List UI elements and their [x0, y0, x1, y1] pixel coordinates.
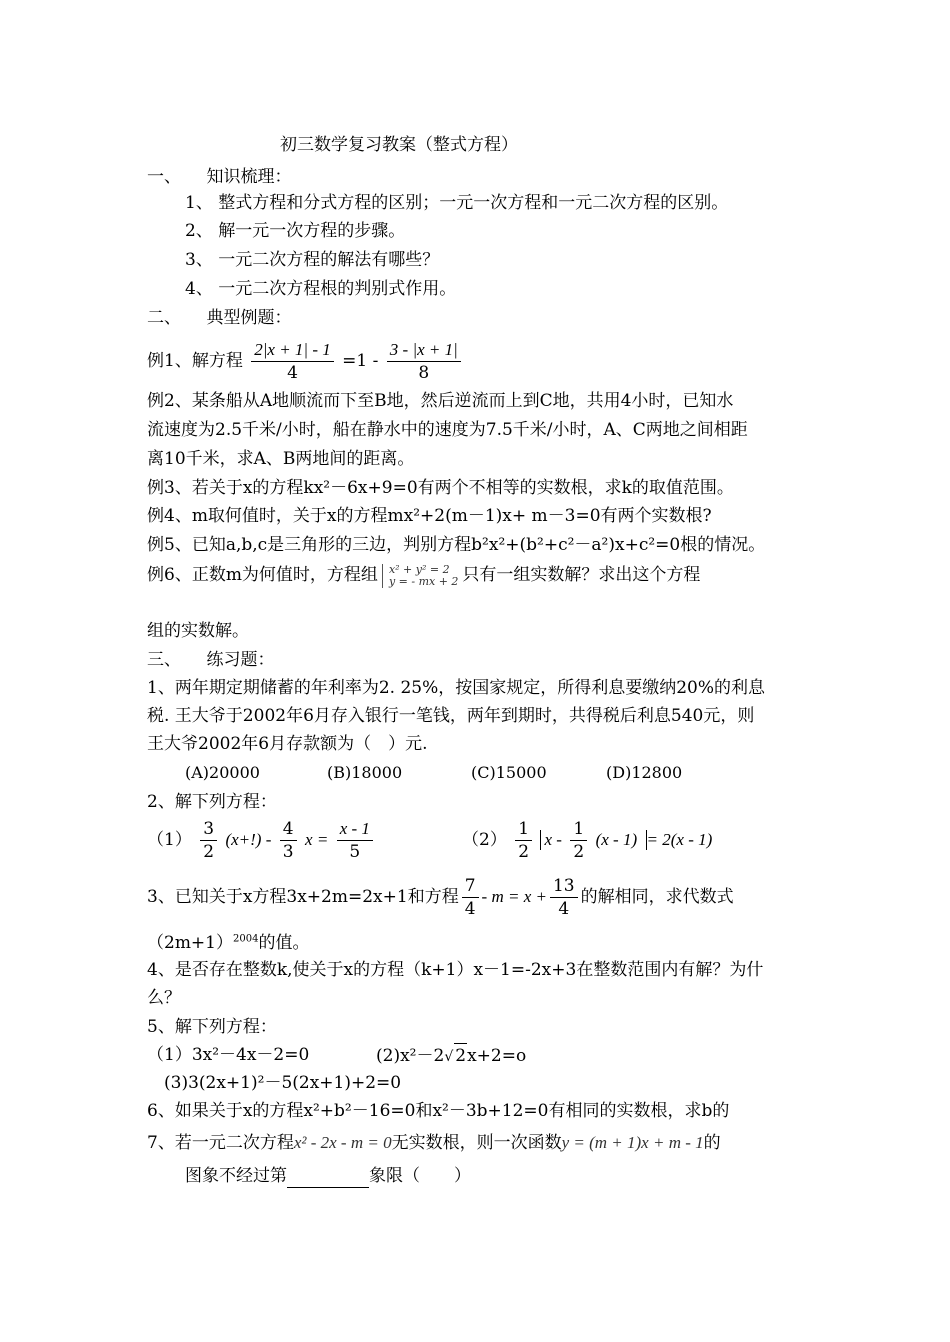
question-3-cont: $(2m+1)^{2004}$的值。: [147, 933, 310, 953]
section-1-heading: 一、 知识梳理：: [147, 167, 292, 187]
question-2-part-1: （1） $\frac{3}{2}$ (x+!) - $\frac{4}{3}$ x = $\frac{x - 1}{5}$: [147, 815, 376, 865]
fraction: $\frac{7}{4}$: [462, 875, 479, 920]
question-5-part-3: (3)3(2x+1)²－5(2x+1)+2=0: [164, 1073, 402, 1093]
fraction: $\frac{x - 1}{5}$: [337, 818, 373, 863]
knowledge-item: 3、 一元二次方程的解法有哪些？: [185, 250, 440, 270]
question-5: 5、解下列方程：: [147, 1017, 277, 1037]
answer-blank[interactable]: [287, 1169, 369, 1188]
question-1-line: 1、两年期定期储蓄的年利率为2. 25%，按国家规定，所得利息要缴纳20%的利息: [147, 678, 766, 698]
question-3: 3、已知关于x方程3x+2m=2x+1和方程 $\frac{7}{4}$ - m = x + $\frac{13}{4}$ 的解相同，求代数式: [147, 876, 734, 919]
question-2-part-2: （2） $\frac{1}{2}$ x - $\frac{1}{2}$ (x - 1) = 2(x - 1): [462, 819, 713, 862]
section-3-heading: 三、 练习题：: [147, 650, 275, 670]
question-2: 2、解下列方程：: [147, 792, 277, 812]
fraction: $\frac{4}{3}$: [280, 818, 297, 863]
question-4-line: 4、是否存在整数k,使关于x的方程（k+1）x－1=-2x+3在整数范围内有解？为什: [147, 960, 764, 980]
example-5: 例5、已知a,b,c是三角形的三边，判别方程b²x²+(b²+c²－a²)x+c²=0根的情况。: [147, 535, 766, 555]
section-2-heading: 二、 典型例题：: [147, 308, 292, 328]
question-5-part-1: （1）3x²－4x－2=0: [147, 1045, 310, 1065]
fraction: $\frac{13}{4}$: [550, 875, 578, 920]
question-7: 7、若一元二次方程x² - 2x - m = 0无实数根，则一次函数y = (m + 1)x + m - 1的: [147, 1133, 721, 1153]
fraction: $\frac{3 - |x + 1|}{8}$: [387, 339, 461, 384]
option-a: (A)20000: [185, 763, 260, 782]
question-6: 6、如果关于x的方程x²+b²－16=0和x²－3b+12=0有相同的实数根，求b的: [147, 1101, 730, 1121]
question-1-line: 王大爷2002年6月存款额为（ ）元.: [147, 734, 428, 754]
question-7-cont: 图象不经过第 象限（ ）: [185, 1166, 471, 1186]
example-4: 例4、m取何值时，关于x的方程mx²+2(m－1)x+ m－3=0有两个实数根?: [147, 506, 712, 526]
bracket-group: x - $\frac{1}{2}$ (x - 1): [540, 830, 646, 850]
example-6: 例6、正数m为何值时，方程组 x² + y² = 2 y = - mx + 2 只有一组实数解？求出这个方程: [147, 562, 701, 588]
example-6-cont: 组的实数解。: [147, 621, 249, 641]
sqrt-radicand: 2: [454, 1043, 467, 1068]
fraction: $\frac{3}{2}$: [200, 818, 217, 863]
example-2-line: 离10千米，求A、B两地间的距离。: [147, 449, 415, 469]
example-3: 例3、若关于x的方程kx²－6x+9=0有两个不相等的实数根，求k的取值范围。: [147, 478, 734, 498]
knowledge-item: 1、 整式方程和分式方程的区别；一元一次方程和一元二次方程的区别。: [185, 193, 729, 213]
knowledge-item: 4、 一元二次方程根的判别式作用。: [185, 279, 457, 299]
example-1: 例1、解方程 $\frac{2|x + 1| - 1}{4}$ =1 - $\frac{3 - |x + 1|}{8}$: [147, 336, 464, 386]
page-title: 初三数学复习教案（整式方程）: [280, 135, 518, 155]
knowledge-item: 2、 解一元一次方程的步骤。: [185, 221, 406, 241]
question-4-line: 么？: [147, 988, 181, 1008]
example-1-label: 例1、解方程: [147, 351, 243, 371]
example-2-line: 流速度为2.5千米/小时，船在静水中的速度为7.5千米/小时，A、C两地之间相距: [147, 420, 748, 440]
option-d: (D)12800: [606, 763, 683, 782]
example-2-line: 例2、某条船从A地顺流而下至B地，然后逆流而上到C地，共用4小时，已知水: [147, 391, 734, 411]
question-5-part-2: (2)x²－2√ 2x+2=o: [376, 1043, 526, 1069]
question-1-line: 税. 王大爷于2002年6月存入银行一笔钱，两年到期时，共得税后利息540元，则: [147, 706, 755, 726]
fraction: $\frac{2|x + 1| - 1}{4}$: [251, 339, 334, 384]
option-b: (B)18000: [327, 763, 403, 782]
fraction: $\frac{1}{2}$: [570, 818, 587, 863]
option-c: (C)15000: [471, 763, 547, 782]
fraction: $\frac{1}{2}$: [515, 818, 532, 863]
equation-system: x² + y² = 2 y = - mx + 2: [382, 564, 458, 588]
